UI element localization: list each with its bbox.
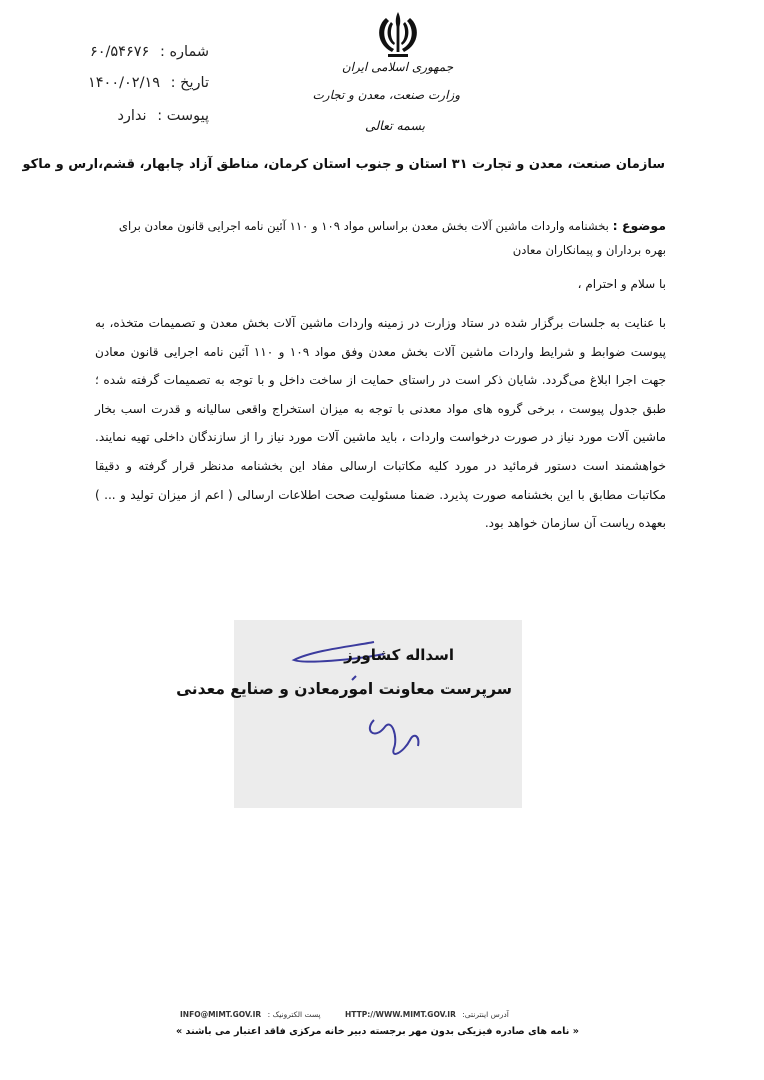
letter-number-value: ۶۰/۵۴۶۷۶ <box>89 44 150 60</box>
letter-number <box>90 44 209 60</box>
letter-attachment-value: ندارد <box>117 108 147 124</box>
letter-attachment <box>117 108 209 124</box>
iran-emblem-icon <box>370 10 426 60</box>
footer-email-label: پست الکترونیک : <box>267 1010 321 1019</box>
recipient-line: سازمان صنعت، معدن و تجارت ۳۱ استان و جنوب استان کرمان، مناطق آزاد چابهار، قشم،ارس و ماکو <box>22 157 665 172</box>
letter-date-value: ۱۴۰۰/۰۲/۱۹ <box>87 75 161 91</box>
footer-address-label: آدرس اینترنتی: <box>462 1010 509 1019</box>
letterhead-invocation: بسمه تعالی <box>364 118 426 133</box>
footer-contact <box>180 1010 509 1019</box>
letterhead-ministry: وزارت صنعت، معدن و تجارت <box>312 88 460 102</box>
subject-text-2: بهره برداران و پیمانکاران معادن <box>512 243 666 257</box>
letter-date-label: تاریخ : <box>170 75 209 91</box>
letter-date <box>88 75 209 91</box>
footer-email[interactable]: INFO@MIMT.GOV.IR <box>180 1010 262 1019</box>
letterhead-country: جمهوری اسلامی ایران <box>341 60 454 74</box>
signatory-name: اسداله کشاورز <box>344 646 454 664</box>
footer-note: « نامه های صادره فیزیکی بدون مهر برجسته دبیر خانه مرکزی فاقد اعتبار می باشند » <box>176 1026 579 1037</box>
letter-number-label: شماره : <box>159 44 209 60</box>
subject-text-1: بخشنامه واردات ماشین آلات بخش معدن براساس مواد ۱۰۹ و ۱۱۰ آئین نامه اجرایی قانون معادن برای <box>118 219 609 233</box>
letter-body: با عنایت به جلسات برگزار شده در ستاد وزارت در زمینه واردات ماشین آلات بخش معدن و تصمیمات متخذه، به پیوست ضوابط و شرایط واردات ماشین آلات بخش معدن وفق مواد ۱۰۹ و ۱۱۰ آئین نامه اجرایی قانون معادن جهت اجرا ابلاغ می‌گردد. شایان ذکر است در راستای حمایت از ساخت داخل و با توجه به تصمیمات گرفته شده ؛ طبق جدول پیوست ، برخی گروه های مواد معدنی با توجه به میزان استخراج واقعی سالیانه و قدرت اسب بخار ماشین آلات مورد نیاز در صورت درخواست واردات ، باید ماشین آلات مورد نیاز را از سازندگان داخلی تهیه نمایند. خواهشمند است دستور فرمائید در مورد کلیه مکاتبات ارسالی مفاد این بخشنامه مدنظر قرار گرفته و دقیقا مکاتبات مطابق با این بخشنامه صورت پذیرد. ضمنا مسئولیت صحت اطلاعات ارسالی ( اعم از میزان تولید و ... ) بعهده ریاست آن سازمان خواهد بود. <box>95 316 666 531</box>
footer-website[interactable]: HTTP://WWW.MIMT.GOV.IR <box>345 1010 456 1019</box>
greeting: با سلام و احترام ، <box>577 277 666 291</box>
signature-block <box>176 620 522 808</box>
subject-label: موضوع : <box>612 218 666 233</box>
letter-attachment-label: پیوست : <box>157 108 209 124</box>
subject-line-1 <box>90 214 666 238</box>
signatory-title: سرپرست معاونت امورمعادن و صنایع معدنی <box>176 680 512 698</box>
subject-block <box>90 214 666 262</box>
